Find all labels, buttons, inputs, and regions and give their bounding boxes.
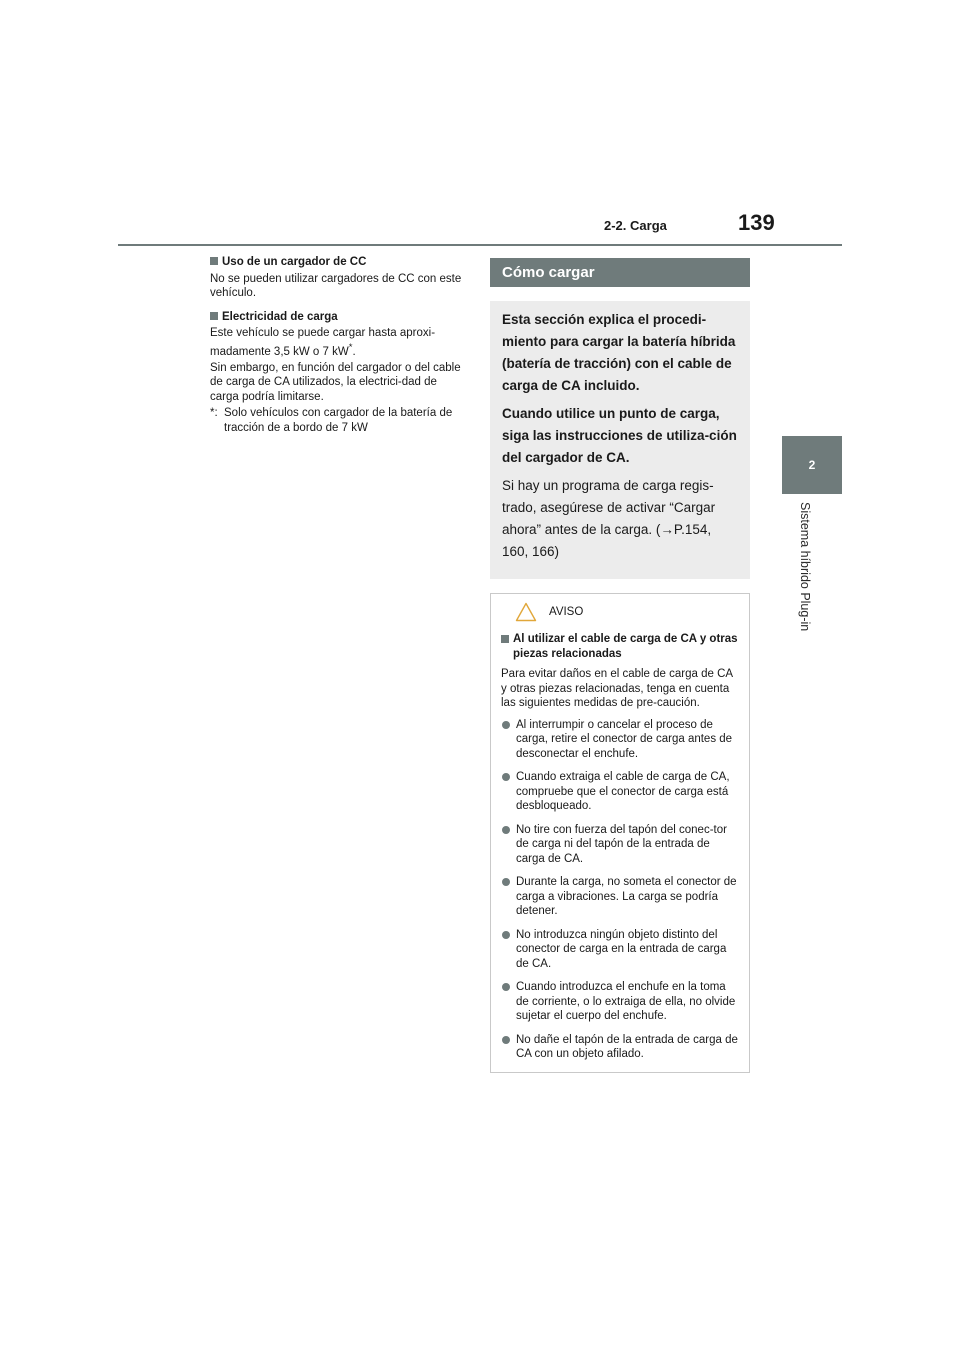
header-divider bbox=[118, 244, 842, 246]
footnote-ref: * bbox=[348, 341, 353, 353]
paragraph-charging-power: Este vehículo se puede cargar hasta aproxi-madamente 3,5 kW o 7 kW*. bbox=[210, 327, 436, 358]
square-bullet-icon bbox=[210, 257, 218, 265]
page-number: 139 bbox=[738, 210, 775, 235]
warning-subheading: Al utilizar el cable de carga de CA y otras piezas relacionadas bbox=[501, 632, 739, 661]
round-bullet-icon bbox=[502, 878, 510, 886]
list-item: No introduzca ningún objeto distinto del conector de carga en la entrada de carga de CA. bbox=[501, 928, 739, 972]
chapter-tab-label bbox=[782, 494, 842, 684]
round-bullet-icon bbox=[502, 983, 510, 991]
chapter-tab-number: 2 bbox=[782, 436, 842, 494]
round-bullet-icon bbox=[502, 721, 510, 729]
warning-intro: Para evitar daños en el cable de carga de CA y otras piezas relacionadas, tenga en cuenta las siguientes medidas de pre-caución. bbox=[501, 668, 733, 709]
subheading-charging-power: Electricidad de carga bbox=[210, 310, 468, 325]
left-column bbox=[210, 255, 468, 435]
footnote-text: Solo vehículos con cargador de la batería de tracción de a bordo de 7 kW bbox=[224, 407, 453, 434]
paragraph-dc-charger: No se pueden utilizar cargadores de CC con este vehículo. bbox=[210, 272, 462, 299]
warning-box bbox=[490, 593, 750, 1073]
round-bullet-icon bbox=[502, 826, 510, 834]
warning-title: AVISO bbox=[549, 605, 584, 618]
list-item: No dañe el tapón de la entrada de carga de CA con un objeto afilado. bbox=[501, 1033, 739, 1062]
square-bullet-icon bbox=[210, 312, 218, 320]
intro-paragraph-2: Cuando utilice un punto de carga, siga las instrucciones de utiliza-ción del cargador de CA. bbox=[502, 406, 737, 465]
list-item: No tire con fuerza del tapón del conec-tor de carga ni del tapón de la entrada de carga de CA. bbox=[501, 823, 739, 867]
section-title: Cómo cargar bbox=[490, 258, 750, 287]
round-bullet-icon bbox=[502, 931, 510, 939]
right-column bbox=[490, 258, 750, 1073]
intro-box bbox=[490, 301, 750, 579]
warning-triangle-icon bbox=[515, 602, 537, 622]
square-bullet-icon bbox=[501, 635, 509, 643]
footnote bbox=[210, 406, 468, 435]
list-item: Durante la carga, no someta el conector de carga a vibraciones. La carga se podría detener. bbox=[501, 875, 739, 919]
chapter-tab-label-text: Sistema híbrido Plug-in bbox=[798, 502, 812, 632]
header-section-title: 2-2. Carga bbox=[604, 218, 667, 233]
intro-paragraph-1: Esta sección explica el procedi-miento para cargar la batería híbrida (batería de tracción) con el cable de carga de CA incluido. bbox=[502, 312, 736, 393]
intro-paragraph-3: Si hay un programa de carga regis-trado, asegúrese de activar “Cargar ahora” antes de la carga. (→P.154, 160, 166) bbox=[502, 478, 716, 559]
list-item: Cuando introduzca el enchufe en la toma de corriente, o lo extraiga de ella, no olvide sujetar el cuerpo del enchufe. bbox=[501, 980, 739, 1024]
round-bullet-icon bbox=[502, 1036, 510, 1044]
warning-bullet-list bbox=[501, 718, 739, 1062]
list-item: Al interrumpir o cancelar el proceso de carga, retire el conector de carga antes de desconectar el enchufe. bbox=[501, 718, 739, 762]
paragraph-charging-limit: Sin embargo, en función del cargador o del cable de carga de CA utilizados, la electrici-dad de carga podría limitarse. bbox=[210, 361, 461, 403]
footnote-mark: *: bbox=[210, 407, 218, 420]
warning-header bbox=[501, 600, 739, 624]
list-item: Cuando extraiga el cable de carga de CA, compruebe que el conector de carga está desbloqueado. bbox=[501, 770, 739, 814]
subheading-dc-charger: Uso de un cargador de CC bbox=[210, 255, 468, 270]
round-bullet-icon bbox=[502, 773, 510, 781]
